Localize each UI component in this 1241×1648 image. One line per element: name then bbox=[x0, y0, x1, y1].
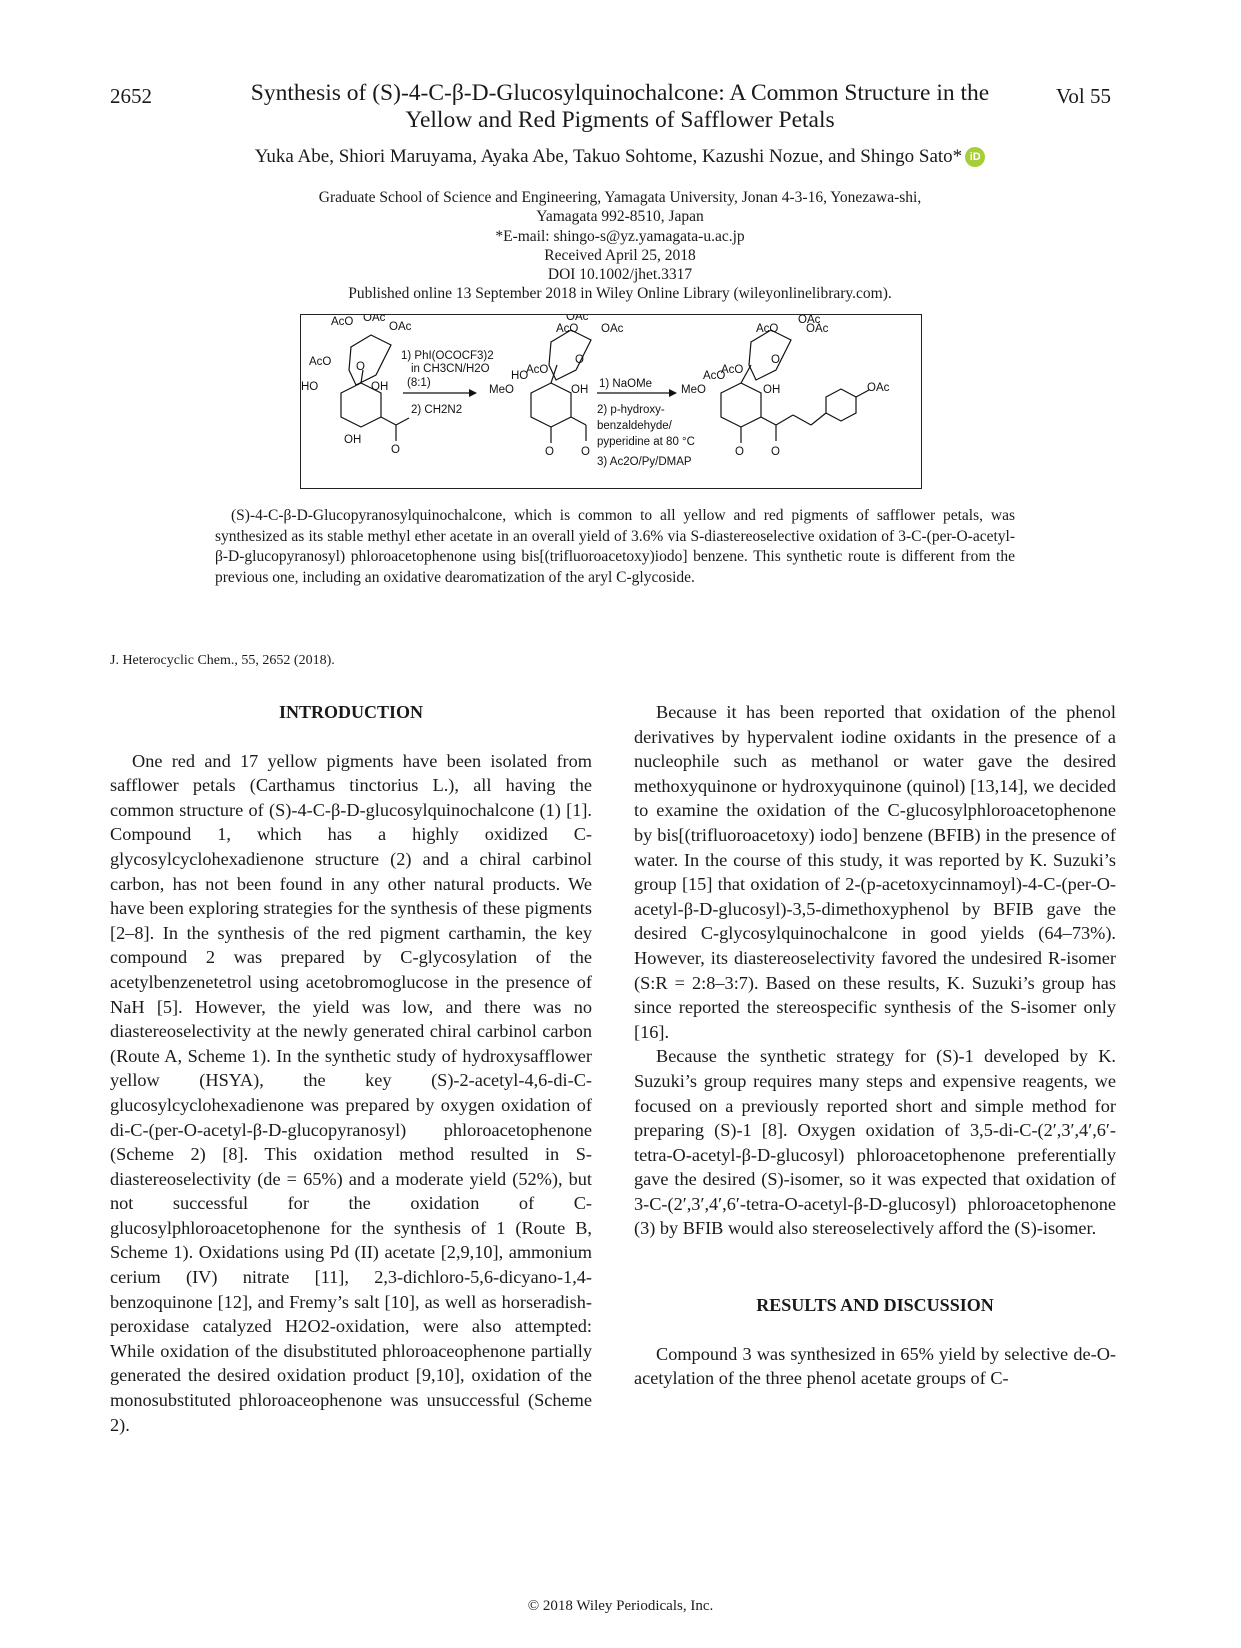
svg-text:AcO: AcO bbox=[526, 364, 549, 376]
results-heading: RESULTS AND DISCUSSION bbox=[756, 1295, 994, 1316]
affiliation-line-1: Graduate School of Science and Engineering, Yamagata University, Jonan 4-3-16, Yonezawa-shi, bbox=[318, 189, 922, 206]
step1-reagent-d: 2) CH2N2 bbox=[411, 404, 463, 416]
svg-text:OAc: OAc bbox=[798, 315, 821, 326]
step2-reagent-d: pyperidine at 80 °C bbox=[597, 436, 695, 448]
received-date: Received April 25, 2018 bbox=[544, 246, 696, 264]
graphical-abstract-scheme bbox=[300, 314, 922, 489]
affiliation-block bbox=[200, 188, 1040, 304]
results-paragraph-1: Compound 3 was synthesized in 65% yield by selective de-O-acetylation of the three phenol acetate groups of C- bbox=[634, 1343, 1116, 1389]
svg-text:OH: OH bbox=[571, 384, 589, 396]
svg-text:AcO: AcO bbox=[556, 323, 579, 335]
svg-text:OAc: OAc bbox=[867, 382, 890, 394]
step2-reagent-a: 1) NaOMe bbox=[599, 378, 653, 390]
article-title: Synthesis of (S)-4-C-β-D-Glucosylquinochalcone: A Common Structure in the Yellow and Red Pigments of Safflower Petals bbox=[250, 80, 990, 133]
svg-text:O: O bbox=[581, 446, 590, 458]
svg-text:O: O bbox=[771, 354, 780, 366]
page-number: 2652 bbox=[110, 84, 152, 108]
svg-text:OH: OH bbox=[344, 434, 362, 446]
svg-text:O: O bbox=[735, 446, 744, 458]
abstract-text: (S)-4-C-β-D-Glucopyranosylquinochalcone, which is common to all yellow and red pigments of safflower petals, was synthesized as its stable methyl ether acetate in an overall yield of 3.6% via S-diastereoselective oxidation of 3-C-(per-O-acetyl-β-D-glucopyranosyl) phloroacetophenone using bis[(trifluoroacetoxy)iodo] benzene. This synthetic route is different from the previous one, including an oxidative dearomatization of the aryl C-glycoside. bbox=[215, 507, 1015, 586]
svg-text:AcO: AcO bbox=[331, 316, 354, 328]
svg-text:O: O bbox=[771, 446, 780, 458]
svg-text:OAc: OAc bbox=[566, 315, 589, 323]
affiliation-line-2: Yamagata 992-8510, Japan bbox=[536, 208, 704, 226]
doi-line[interactable]: DOI 10.1002/jhet.3317 bbox=[547, 266, 693, 284]
svg-text:OH: OH bbox=[371, 381, 389, 393]
svg-text:OAc: OAc bbox=[601, 323, 624, 335]
svg-text:O: O bbox=[575, 354, 584, 366]
copyright-footer: © 2018 Wiley Periodicals, Inc. bbox=[527, 1598, 714, 1614]
email-line[interactable]: *E-mail: shingo-s@yz.yamagata-u.ac.jp bbox=[495, 227, 745, 245]
svg-text:MeO: MeO bbox=[489, 384, 514, 396]
intro-paragraph-1: One red and 17 yellow pigments have been isolated from safflower petals (Carthamus tinctorius L.), all having the common structure of (S)-4-C-β-D-glucosylquinochalcone (1) [1]. Compound 1, which has a highly oxidized C-glycosylcyclohexadienone structure (2) and a chiral carbinol carbon, has not been found in any other natural products. We have been exploring strategies for the synthesis of these pigments [2–8]. In the synthesis of the red pigment carthamin, the key compound 2 was prepared by C-glycosylation of the acetylbenzenetetrol using acetobromoglucose in the presence of NaH [5]. However, the yield was low, and there was no diastereoselectivity at the newly generated chiral carbinol carbon (Route A, Scheme 1). In the synthetic study of hydroxysafflower yellow (HSYA), the key (S)-2-acetyl-4,6-di-C-glucosylcyclohexadienone was prepared by oxygen oxidation of di-C-(per-O-acetyl-β-D-glucopyranosyl) phloroacetophenone (Scheme 2) [8]. This oxidation method resulted in S-diastereoselectivity (de = 65%) and a moderate yield (52%), but not successful for the oxidation of C-glucosylphloroacetophenone for the synthesis of 1 (Route B, Scheme 1). Oxidations using Pd (II) acetate [2,9,10], ammonium cerium (IV) nitrate [11], 2,3-dichloro-5,6-dicyano-1,4-benzoquinone [12], and Fremy’s salt [10], as well as horseradish-peroxidase catalyzed H2O2-oxidation, were also attempted: While oxidation of the disubstituted phloroaceophenone partially generated the desired oxidation product [9,10], oxidation of the monosubstituted phloroaceophenone was unsuccessful (Scheme 2). bbox=[110, 750, 592, 1435]
svg-text:OAc: OAc bbox=[806, 323, 829, 335]
reaction-scheme-svg bbox=[301, 315, 921, 488]
step2-reagent-c: benzaldehyde/ bbox=[597, 420, 672, 432]
right-paragraph-2: Because the synthetic strategy for (S)-1 developed by K. Suzuki’s group requires many steps and expensive reagents, we focused on a previously reported short and simple method for preparing (S)-1 [8]. Oxygen oxidation of 3,5-di-C-(2′,3′,4′,6′-tetra-O-acetyl-β-D-glucosyl) phloroacetophenone preferentially gave the desired (S)-isomer, so it was expected that oxidation of 3-C-(2′,3′,4′,6′-tetra-O-acetyl-β-D-glucosyl) phloroacetophenone (3) by BFIB would also stereoselectively afford the (S)-isomer. bbox=[634, 1046, 1116, 1239]
published-line: Published online 13 September 2018 in Wiley Online Library (wileyonlinelibrary.com). bbox=[348, 285, 892, 303]
author-list bbox=[160, 146, 1080, 168]
product-structure bbox=[681, 315, 890, 458]
starting-material-structure bbox=[301, 315, 412, 456]
step2-reagent-b: 2) p-hydroxy- bbox=[597, 404, 665, 416]
left-column bbox=[110, 700, 592, 1437]
svg-text:AcO: AcO bbox=[756, 323, 779, 335]
orcid-icon[interactable]: iD bbox=[965, 147, 985, 167]
right-column bbox=[634, 700, 1116, 1391]
svg-text:HO: HO bbox=[511, 370, 529, 382]
authors-text: Yuka Abe, Shiori Maruyama, Ayaka Abe, Takuo Sohtome, Kazushi Nozue, and Shingo Sato* bbox=[254, 146, 963, 167]
svg-text:O: O bbox=[545, 446, 554, 458]
svg-text:MeO: MeO bbox=[681, 384, 706, 396]
right-paragraph-1: Because it has been reported that oxidation of the phenol derivatives by hypervalent iodine oxidants in the presence of a nucleophile such as methanol or water gave the desired methoxyquinone or hydroxyquinone (quinol) [13,14], we decided to examine the oxidation of the C-glucosylphloroacetophenone by bis[(trifluoroacetoxy) iodo] benzene (BFIB) in the presence of water. In the course of this study, it was reported by K. Suzuki’s group [15] that oxidation of 2-(p-acetoxycinnamoyl)-4-C-(per-O-acetyl-β-D-glucosyl)-3,5-dimethoxyphenol by BFIB gave the desired C-glycosylquinochalcone in good yields (64–73%). However, its diastereoselectivity favored the undesired R-isomer (S:R = 2:8–3:7). Based on these results, K. Suzuki’s group has since reported the stereospecific synthesis of the S-isomer only [16]. bbox=[634, 702, 1116, 1042]
step2-reagent-e: 3) Ac2O/Py/DMAP bbox=[597, 456, 692, 468]
svg-text:OAc: OAc bbox=[363, 315, 386, 324]
step1-reagent-c: (8:1) bbox=[407, 377, 431, 389]
journal-citation: J. Heterocyclic Chem., 55, 2652 (2018). bbox=[110, 653, 335, 668]
step1-reagent-b: in CH3CN/H2O bbox=[411, 363, 490, 375]
svg-text:AcO: AcO bbox=[309, 356, 332, 368]
volume-label: Vol 55 bbox=[1055, 84, 1111, 108]
svg-text:AcO: AcO bbox=[703, 370, 726, 382]
step1-reagent-a: 1) PhI(OCOCF3)2 bbox=[401, 350, 494, 362]
svg-text:O: O bbox=[391, 444, 400, 456]
svg-text:O: O bbox=[356, 361, 365, 373]
svg-text:OAc: OAc bbox=[389, 321, 412, 333]
svg-text:AcO: AcO bbox=[721, 364, 744, 376]
svg-text:OH: OH bbox=[763, 384, 781, 396]
svg-text:HO: HO bbox=[301, 381, 319, 393]
introduction-heading: INTRODUCTION bbox=[278, 702, 424, 722]
